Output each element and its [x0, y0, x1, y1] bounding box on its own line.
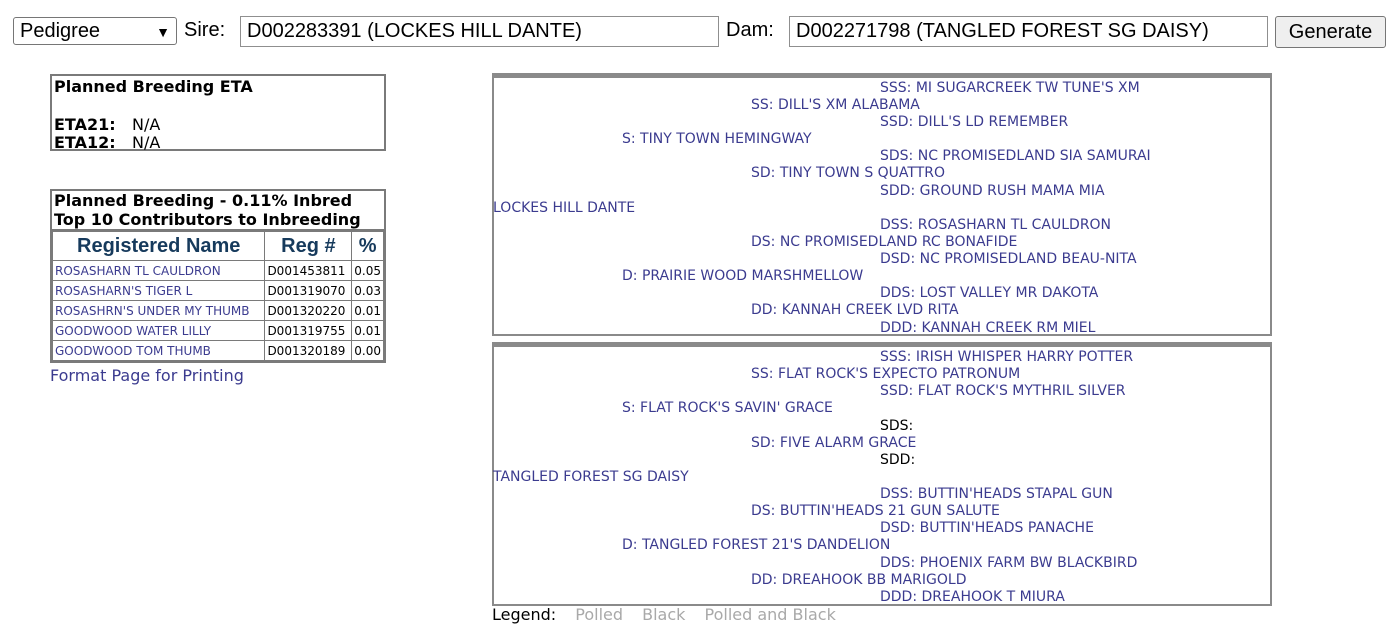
- inbreeding-header: [52, 191, 384, 231]
- contributor-reg: D001320189: [265, 341, 352, 361]
- pedigree-link-ss[interactable]: SS: DILL'S XM ALABAMA: [751, 97, 920, 113]
- chevron-down-icon: ▼: [156, 24, 170, 40]
- pedigree-link-dds[interactable]: DDS: PHOENIX FARM BW BLACKBIRD: [880, 555, 1138, 571]
- pedigree-link-sd[interactable]: SD: TINY TOWN S QUATTRO: [751, 165, 946, 181]
- column-header-name: Registered Name: [53, 232, 265, 261]
- eta21-label: ETA21:: [54, 115, 116, 134]
- pedigree-link-dd[interactable]: DD: DREAHOOK BB MARIGOLD: [751, 572, 967, 588]
- contributor-pct: 0.01: [352, 321, 384, 341]
- pedigree-link-ss[interactable]: SS: FLAT ROCK'S EXPECTO PATRONUM: [751, 366, 1021, 382]
- pedigree-link-ssd[interactable]: SSD: DILL'S LD REMEMBER: [880, 114, 1069, 130]
- inbreeding-table: [52, 231, 384, 361]
- pedigree-empty-sdd: SDD:: [880, 452, 916, 468]
- pedigree-link-dsd[interactable]: DSD: BUTTIN'HEADS PANACHE: [880, 520, 1094, 536]
- legend-label: Legend:: [492, 605, 557, 624]
- contributor-name-link[interactable]: GOODWOOD TOM THUMB: [53, 341, 265, 361]
- table-row: [53, 341, 384, 361]
- contributor-name-link[interactable]: ROSASHRN'S UNDER MY THUMB: [53, 301, 265, 321]
- pedigree-link-dd[interactable]: DD: KANNAH CREEK LVD RITA: [751, 302, 959, 318]
- dam-label: Dam:: [726, 19, 774, 41]
- sire-label: Sire:: [184, 19, 226, 41]
- pedigree-link-ddd[interactable]: DDD: KANNAH CREEK RM MIEL: [880, 320, 1096, 336]
- pedigree-link-dsd[interactable]: DSD: NC PROMISEDLAND BEAU-NITA: [880, 251, 1137, 267]
- contributor-reg: D001453811: [265, 261, 352, 281]
- contributor-reg: D001319755: [265, 321, 352, 341]
- pedigree-link-sdd[interactable]: SDD: GROUND RUSH MAMA MIA: [880, 183, 1105, 199]
- eta12-row: [54, 134, 382, 152]
- pedigree-link-s[interactable]: S: FLAT ROCK'S SAVIN' GRACE: [622, 400, 833, 416]
- eta12-label: ETA12:: [54, 133, 116, 152]
- eta-title: Planned Breeding ETA: [54, 77, 253, 96]
- pedigree-link-ds[interactable]: DS: BUTTIN'HEADS 21 GUN SALUTE: [751, 503, 1000, 519]
- legend-item-polled-and-black: Polled and Black: [704, 605, 836, 624]
- format-for-printing-link[interactable]: Format Page for Printing: [50, 366, 244, 385]
- sire-pedigree-panel: [492, 73, 1272, 336]
- eta21-value: N/A: [132, 115, 161, 134]
- table-row: [53, 281, 384, 301]
- table-header-row: [53, 232, 384, 261]
- contributor-pct: 0.01: [352, 301, 384, 321]
- pedigree-empty-sds: SDS:: [880, 418, 914, 434]
- contributor-pct: 0.03: [352, 281, 384, 301]
- contributor-reg: D001320220: [265, 301, 352, 321]
- pedigree-link-sd[interactable]: SD: FIVE ALARM GRACE: [751, 435, 917, 451]
- pedigree-link-sss[interactable]: SSS: MI SUGARCREEK TW TUNE'S XM: [880, 80, 1140, 96]
- pedigree-link-dds[interactable]: DDS: LOST VALLEY MR DAKOTA: [880, 285, 1099, 301]
- legend-item-polled: Polled: [575, 605, 624, 624]
- table-row: [53, 321, 384, 341]
- pedigree-link-d[interactable]: D: TANGLED FOREST 21'S DANDELION: [622, 537, 891, 553]
- generate-button[interactable]: Generate: [1275, 16, 1386, 48]
- legend: [492, 605, 836, 624]
- pedigree-link-animal[interactable]: LOCKES HILL DANTE: [493, 200, 636, 216]
- pedigree-link-d[interactable]: D: PRAIRIE WOOD MARSHMELLOW: [622, 268, 864, 284]
- table-row: [53, 301, 384, 321]
- table-row: [53, 261, 384, 281]
- dam-pedigree-panel: [492, 342, 1272, 606]
- column-header-reg: Reg #: [265, 232, 352, 261]
- contributor-name-link[interactable]: ROSASHARN TL CAULDRON: [53, 261, 265, 281]
- inbreeding-title: Planned Breeding - 0.11% Inbred: [54, 191, 353, 210]
- legend-item-black: Black: [642, 605, 686, 624]
- report-type-select[interactable]: [13, 17, 177, 45]
- contributor-name-link[interactable]: ROSASHARN'S TIGER L: [53, 281, 265, 301]
- pedigree-link-dss[interactable]: DSS: ROSASHARN TL CAULDRON: [880, 217, 1112, 233]
- inbreeding-subtitle: Top 10 Contributors to Inbreeding: [54, 210, 361, 229]
- eta-panel: [50, 74, 386, 151]
- contributor-pct: 0.05: [352, 261, 384, 281]
- eta12-value: N/A: [132, 133, 161, 152]
- dam-input[interactable]: D002271798 (TANGLED FOREST SG DAISY): [789, 16, 1268, 47]
- pedigree-link-sss[interactable]: SSS: IRISH WHISPER HARRY POTTER: [880, 349, 1134, 365]
- contributor-pct: 0.00: [352, 341, 384, 361]
- inbreeding-panel: [50, 189, 386, 363]
- toolbar: [13, 16, 1393, 48]
- pedigree-link-sds[interactable]: SDS: NC PROMISEDLAND SIA SAMURAI: [880, 148, 1151, 164]
- column-header-pct: %: [352, 232, 384, 261]
- pedigree-link-ds[interactable]: DS: NC PROMISEDLAND RC BONAFIDE: [751, 234, 1018, 250]
- pedigree-link-dss[interactable]: DSS: BUTTIN'HEADS STAPAL GUN: [880, 486, 1113, 502]
- pedigree-link-ssd[interactable]: SSD: FLAT ROCK'S MYTHRIL SILVER: [880, 383, 1126, 399]
- report-type-value: Pedigree: [20, 20, 101, 42]
- pedigree-link-animal[interactable]: TANGLED FOREST SG DAISY: [493, 469, 689, 485]
- eta21-row: [54, 116, 382, 134]
- contributor-name-link[interactable]: GOODWOOD WATER LILLY: [53, 321, 265, 341]
- pedigree-link-ddd[interactable]: DDD: DREAHOOK T MIURA: [880, 589, 1065, 605]
- sire-input[interactable]: D002283391 (LOCKES HILL DANTE): [240, 16, 719, 47]
- pedigree-link-s[interactable]: S: TINY TOWN HEMINGWAY: [622, 131, 812, 147]
- contributor-reg: D001319070: [265, 281, 352, 301]
